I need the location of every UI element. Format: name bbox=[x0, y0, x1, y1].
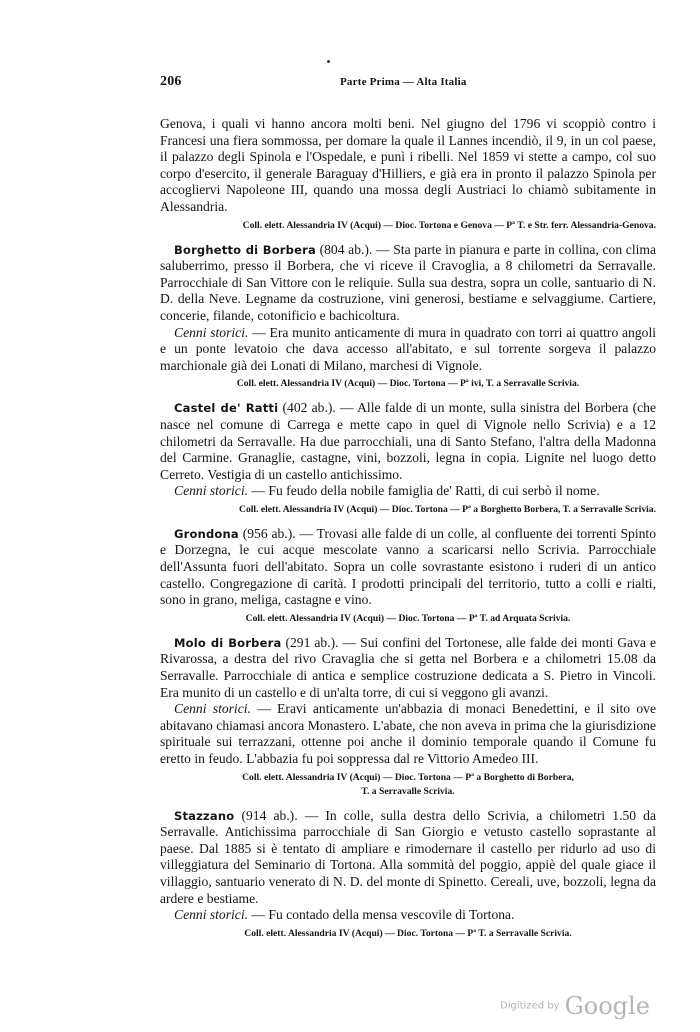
cenni-label: Cenni storici. bbox=[174, 907, 249, 923]
cenni-label: Cenni storici. bbox=[174, 701, 251, 717]
entry-body: (402 ab.). — Alle falde di un monte, sulla sinistra del Borbera (che nasce nel comune di Carrega e mette capo in quel di Vignole nello Scrivia) e a 12 chilometri da Serravalle. Ha due parrocchiali, una di Santo Stefano, l'altra della Madonna del Carmine. Granaglie, castagne, vini, bozzoli, legna in copia. Lignite nel luogo detto Cerreto. Vestigia di un castello antichissimo. bbox=[160, 400, 656, 482]
entry-name: Molo di Borbera bbox=[174, 635, 282, 650]
entry-paragraph bbox=[160, 400, 656, 483]
coll-line: Coll. elett. Alessandria IV (Acqui) — Dioc. Tortona — Pª a Borghetto Borbera, T. a Serravalle Scrivia. bbox=[239, 503, 656, 515]
speck bbox=[327, 60, 330, 63]
page-body bbox=[160, 116, 656, 941]
section-title: Parte Prima — Alta Italia bbox=[340, 76, 467, 88]
entry-body: (291 ab.). — Sui confini del Tortonese, alle falde dei monti Gava e Rivarossa, a destra del rivo Cravaglia che si getta nel Borbera e a chilometri 15.08 da Serravalle. Parrocchiale di antica e semplice costruzione dedicata a S. Pietro in Vincoli. Era munito di un castello e di un'alta torre, di cui si veggono gli avanzi. bbox=[160, 634, 656, 700]
cenni-label: Cenni storici. bbox=[174, 483, 249, 499]
entry-paragraph bbox=[160, 526, 656, 609]
watermark-prefix: Digitized by bbox=[500, 1000, 560, 1012]
entry-body: (804 ab.). — Sta parte in pianura e parte in collina, con clima saluberrimo, presso il Borbera, che vi riceve il Cravoglia, a 8 chilometri da Serravalle. Parrocchiale di San Vittore con le reliquie. Sulla sua destra, sopra un colle, santuario di N. D. della Neve. Legname da costruzione, vini generosi, bestiame e selvaggiume. Cartiere, concerie, filande, cotonificio e bachicoltura. bbox=[160, 241, 656, 323]
intro-paragraph: Genova, i quali vi hanno ancora molti beni. Nel giugno del 1796 vi scoppiò contro i Francesi una fiera sommossa, per domare la quale il Lannes incendiò, il 9, in un col paese, il palazzo degli Spinola e l'Ospedale, e punì i ribelli. Nel 1859 vi stette a campo, col suo corpo d'esercito, il generale Baraguay d'Hilliers, e già era in pronto il palazzo Spinola per accogliervi Napoleone III, quando una mossa degli Austriaci lo chiamò subitamente in Alessandria. bbox=[160, 116, 656, 214]
entry-paragraph bbox=[160, 242, 656, 325]
entry-name: Stazzano bbox=[174, 808, 235, 823]
coll-line-continued: T. a Serravalle Scrivia. bbox=[361, 785, 455, 797]
page-number: 206 bbox=[160, 74, 182, 89]
cenni-paragraph bbox=[160, 907, 656, 924]
entry-stazzano bbox=[160, 808, 656, 941]
coll-line: Coll. elett. Alessandria IV (Acqui) — Dioc. Tortona — Pª T. ad Arquata Scrivia. bbox=[245, 612, 571, 624]
cenni-text: — Fu contado della mensa vescovile di Tortona. bbox=[248, 907, 515, 923]
entry-borghetto bbox=[160, 242, 656, 392]
coll-line: Coll. elett. Alessandria IV (Acqui) — Dioc. Tortona — Pª a Borghetto di Borbera, bbox=[242, 771, 574, 783]
entry-grondona bbox=[160, 526, 656, 626]
coll-line: Coll. elett. Alessandria IV (Acqui) — Dioc. Tortona e Genova — Pª T. e Str. ferr. Alessandria-Genova. bbox=[242, 219, 656, 231]
entry-body: (914 ab.). — In colle, sulla destra dello Scrivia, a chilometri 1.50 da Serravalle. Antichissima parrocchiale di San Giorgio e vetusto castello soprastante al paese. Dal 1885 si è tentato di ampliare e rimodernare il castello per ridurlo ad uso di villeggiatura del Seminario di Tortona. Alla sommità del poggio, appiè del quale giace il villaggio, santuario venerato di N. D. del monte di Spinetto. Cereali, uve, bozzoli, legna da ardere e bestiame. bbox=[160, 807, 656, 906]
entry-castel-de-ratti bbox=[160, 400, 656, 517]
cenni-text: — Eravi anticamente un'abbazia di monaci Benedettini, e il sito ove abitavano chiamasi ancora Monastero. L'abate, che non aveva in prima che la giurisdizione spirituale sui terrazzani, ottenne poi anche il dominio temporale quando il Comune fu eretto in feudo. L'abbazia fu poi soppressa dal re Vittorio Amedeo III. bbox=[160, 701, 656, 766]
entry-body: (956 ab.). — Trovasi alle falde di un colle, al confluente dei torrenti Spinto e Dorzegna, le cui acque mescolate vanno a scaricarsi nello Scrivia. Parrocchiale dell'Assunta fuori dell'abitato. Sopra un colle sovrastante esistono i ruderi di un antico castello. Congregazione di carità. I prodotti principali del territorio, tutto a colli e rialti, sono in grano, meliga, castagne e vino. bbox=[160, 525, 656, 608]
entry-name: Grondona bbox=[174, 526, 239, 541]
coll-line: Coll. elett. Alessandria IV (Acqui) — Dioc. Tortona — Pª T. a Serravalle Scrivia. bbox=[244, 927, 572, 939]
google-logo: Google bbox=[564, 992, 650, 1020]
entry-paragraph bbox=[160, 808, 656, 908]
entry-name: Castel de' Ratti bbox=[174, 401, 279, 416]
cenni-paragraph bbox=[160, 483, 656, 500]
entry-name: Borghetto di Borbera bbox=[174, 242, 316, 257]
entry-molo-di-borbera bbox=[160, 635, 656, 799]
digitized-watermark bbox=[500, 992, 650, 1020]
cenni-paragraph bbox=[160, 325, 656, 375]
cenni-text: — Fu feudo della nobile famiglia de' Ratti, di cui serbò il nome. bbox=[248, 483, 600, 499]
cenni-label: Cenni storici. bbox=[174, 324, 249, 340]
cenni-text: — Era munito anticamente di mura in quadrato con torri ai quattro angoli e un ponte levatoio che dava accesso all'abitato, e sul torrente sorgeva il palazzo marchionale già dei Lonati di Milano, marchesi di Vignole. bbox=[160, 324, 657, 373]
coll-line: Coll. elett. Alessandria IV (Acqui) — Dioc. Tortona — Pª ivi, T. a Serravalle Scrivia. bbox=[236, 378, 580, 390]
entry-paragraph bbox=[160, 635, 656, 701]
cenni-paragraph bbox=[160, 701, 656, 767]
